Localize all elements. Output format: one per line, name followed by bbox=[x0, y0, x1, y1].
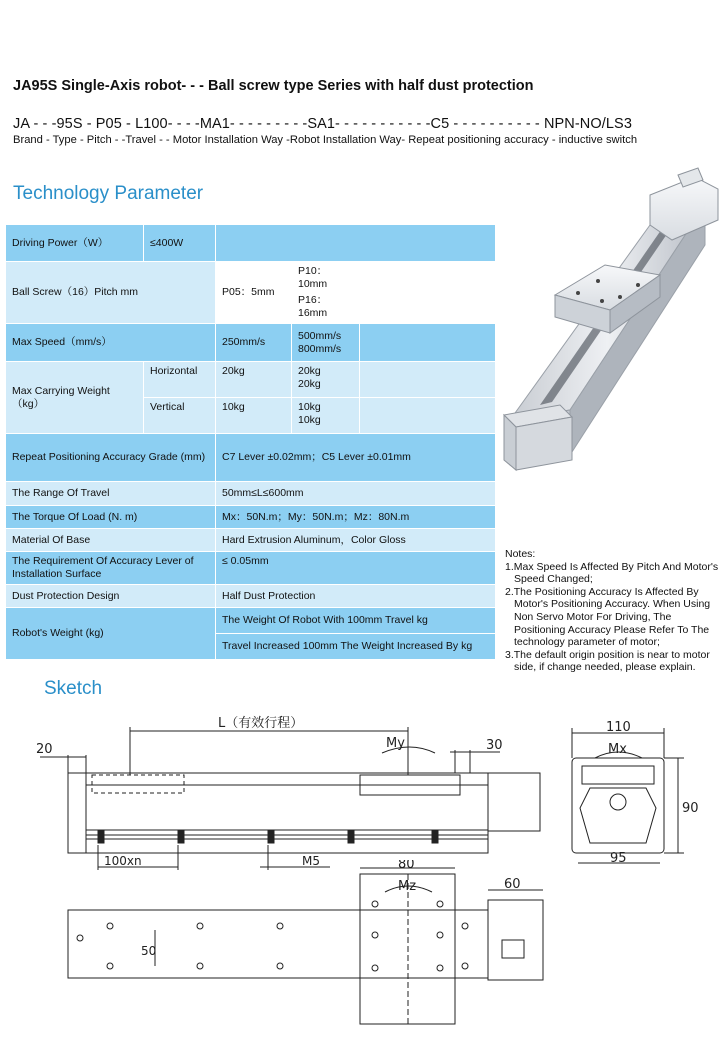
end-view-body bbox=[572, 758, 664, 853]
row-value-empty bbox=[360, 262, 496, 324]
row-value: 50mm≤L≤600mm bbox=[216, 482, 496, 506]
sketch-heading: Sketch bbox=[44, 678, 103, 699]
table-row bbox=[6, 529, 496, 552]
note-item: 2.The Positioning Accuracy Is Affected By Motor's Positioning Accuracy. When Using Non Servo Motor For Driving, The Positioning Accuracy Please Refer To The technology parameter of motor; bbox=[505, 585, 711, 649]
row-value: ≤ 0.05mm bbox=[216, 552, 496, 585]
table-row bbox=[6, 262, 496, 324]
technology-heading: Technology Parameter bbox=[13, 183, 204, 204]
note-item: 1.Max Speed Is Affected By Pitch And Motor's Speed Changed; bbox=[505, 560, 719, 586]
row-label: The Requirement Of Accuracy Lever of Installation Surface bbox=[6, 552, 216, 585]
row-value-line: P16：16mm bbox=[298, 294, 328, 319]
parameter-table bbox=[5, 224, 496, 660]
row-label: The Torque Of Load (N. m) bbox=[6, 506, 216, 529]
end-cap bbox=[504, 405, 572, 470]
row-label: Driving Power（W） bbox=[6, 225, 144, 262]
row-value-empty bbox=[360, 362, 496, 398]
label-d20: 20 bbox=[36, 742, 53, 757]
table-row bbox=[6, 324, 496, 362]
top-view-dimensions bbox=[155, 868, 543, 966]
row-value: ≤400W bbox=[144, 225, 216, 262]
row-value: 10kg bbox=[216, 398, 292, 434]
row-value-line: P10：10mm bbox=[298, 265, 328, 290]
label-mz: Mz bbox=[398, 879, 417, 894]
row-label: Ball Screw（16）Pitch mm bbox=[6, 262, 216, 324]
sketch-end-view bbox=[560, 718, 710, 868]
product-image bbox=[500, 165, 720, 490]
row-label: Repeat Positioning Accuracy Grade (mm) bbox=[6, 434, 216, 482]
model-code: JA - - -95S - P05 - L100- - - -MA1- - - - - - - - -SA1- - - - - - - - - - -C5 - - - - - - - - - - NPN-NO/LS3 bbox=[13, 116, 632, 132]
sketch-top-view bbox=[30, 860, 560, 1030]
row-label: Material Of Base bbox=[6, 529, 216, 552]
row-value-line: 10kg bbox=[298, 401, 321, 413]
note-item: 3.The default origin position is near to motor side, if change needed, please explain. bbox=[505, 648, 710, 674]
top-view-body bbox=[68, 874, 543, 1024]
row-value-empty bbox=[360, 398, 496, 434]
table-row bbox=[6, 434, 496, 482]
row-value: Hard Extrusion Aluminum，Color Gloss bbox=[216, 529, 496, 552]
model-code-legend: Brand - Type - Pitch - -Travel - - Motor Installation Way -Robot Installation Way- Repeat positioning accuracy - inductive switch bbox=[13, 134, 638, 146]
row-value: P05：5mm bbox=[216, 262, 292, 324]
table-row bbox=[6, 225, 496, 262]
table-row bbox=[6, 608, 496, 634]
label-l-travel: L（有效行程） bbox=[218, 716, 304, 731]
label-my: My bbox=[386, 736, 405, 751]
side-view-body bbox=[68, 773, 540, 853]
label-d100xn: 100xn bbox=[104, 854, 142, 868]
row-value-line: 20kg bbox=[298, 365, 321, 377]
row-value bbox=[292, 324, 360, 362]
notes-title: Notes: bbox=[505, 548, 536, 560]
label-d95: 95 bbox=[610, 851, 627, 866]
label-d90: 90 bbox=[682, 801, 699, 816]
label-m5: M5 bbox=[302, 854, 320, 868]
row-value bbox=[292, 398, 360, 434]
label-mx: Mx bbox=[608, 742, 627, 757]
row-label: The Range Of Travel bbox=[6, 482, 216, 506]
row-value: Mx：50N.m；My：50N.m；Mz：80N.m bbox=[216, 506, 496, 529]
row-value-empty bbox=[216, 225, 496, 262]
row-value: C7 Lever ±0.02mm；C5 Lever ±0.01mm bbox=[216, 434, 496, 482]
row-value bbox=[292, 262, 360, 324]
table-row bbox=[6, 506, 496, 529]
notes bbox=[505, 548, 720, 674]
row-label: Robot's Weight (kg) bbox=[6, 608, 216, 660]
label-d60: 60 bbox=[504, 877, 521, 892]
table-row bbox=[6, 585, 496, 608]
row-value: 20kg bbox=[216, 362, 292, 398]
label-d30: 30 bbox=[486, 738, 503, 753]
table-row bbox=[6, 362, 496, 398]
row-value: 250mm/s bbox=[216, 324, 292, 362]
motor-end-block bbox=[650, 168, 718, 240]
row-sublabel: Horizontal bbox=[144, 362, 216, 398]
row-value: Half Dust Protection bbox=[216, 585, 496, 608]
label-d50: 50 bbox=[141, 944, 157, 958]
table-row bbox=[6, 552, 496, 585]
row-label: Max Carrying Weight （kg） bbox=[6, 362, 144, 434]
row-value: The Weight Of Robot With 100mm Travel kg bbox=[216, 608, 496, 634]
label-d80: 80 bbox=[398, 860, 415, 872]
row-value-empty bbox=[360, 324, 496, 362]
page-title: JA95S Single-Axis robot- - - Ball screw type Series with half dust protection bbox=[13, 78, 534, 94]
table-row bbox=[6, 482, 496, 506]
label-d110: 110 bbox=[606, 720, 631, 735]
row-value bbox=[292, 362, 360, 398]
row-label: Max Speed（mm/s） bbox=[6, 324, 216, 362]
sketch-side-view bbox=[30, 705, 550, 875]
row-label: Dust Protection Design bbox=[6, 585, 216, 608]
side-view-dimensions bbox=[40, 727, 500, 870]
row-value-line: 20kg bbox=[298, 378, 321, 390]
row-value-line: 500mm/s bbox=[298, 329, 342, 342]
row-value: Travel Increased 100mm The Weight Increased By kg bbox=[216, 634, 496, 660]
row-value-line: 10kg bbox=[298, 414, 321, 426]
row-value-line: 800mm/s bbox=[298, 342, 342, 355]
row-sublabel: Vertical bbox=[144, 398, 216, 434]
